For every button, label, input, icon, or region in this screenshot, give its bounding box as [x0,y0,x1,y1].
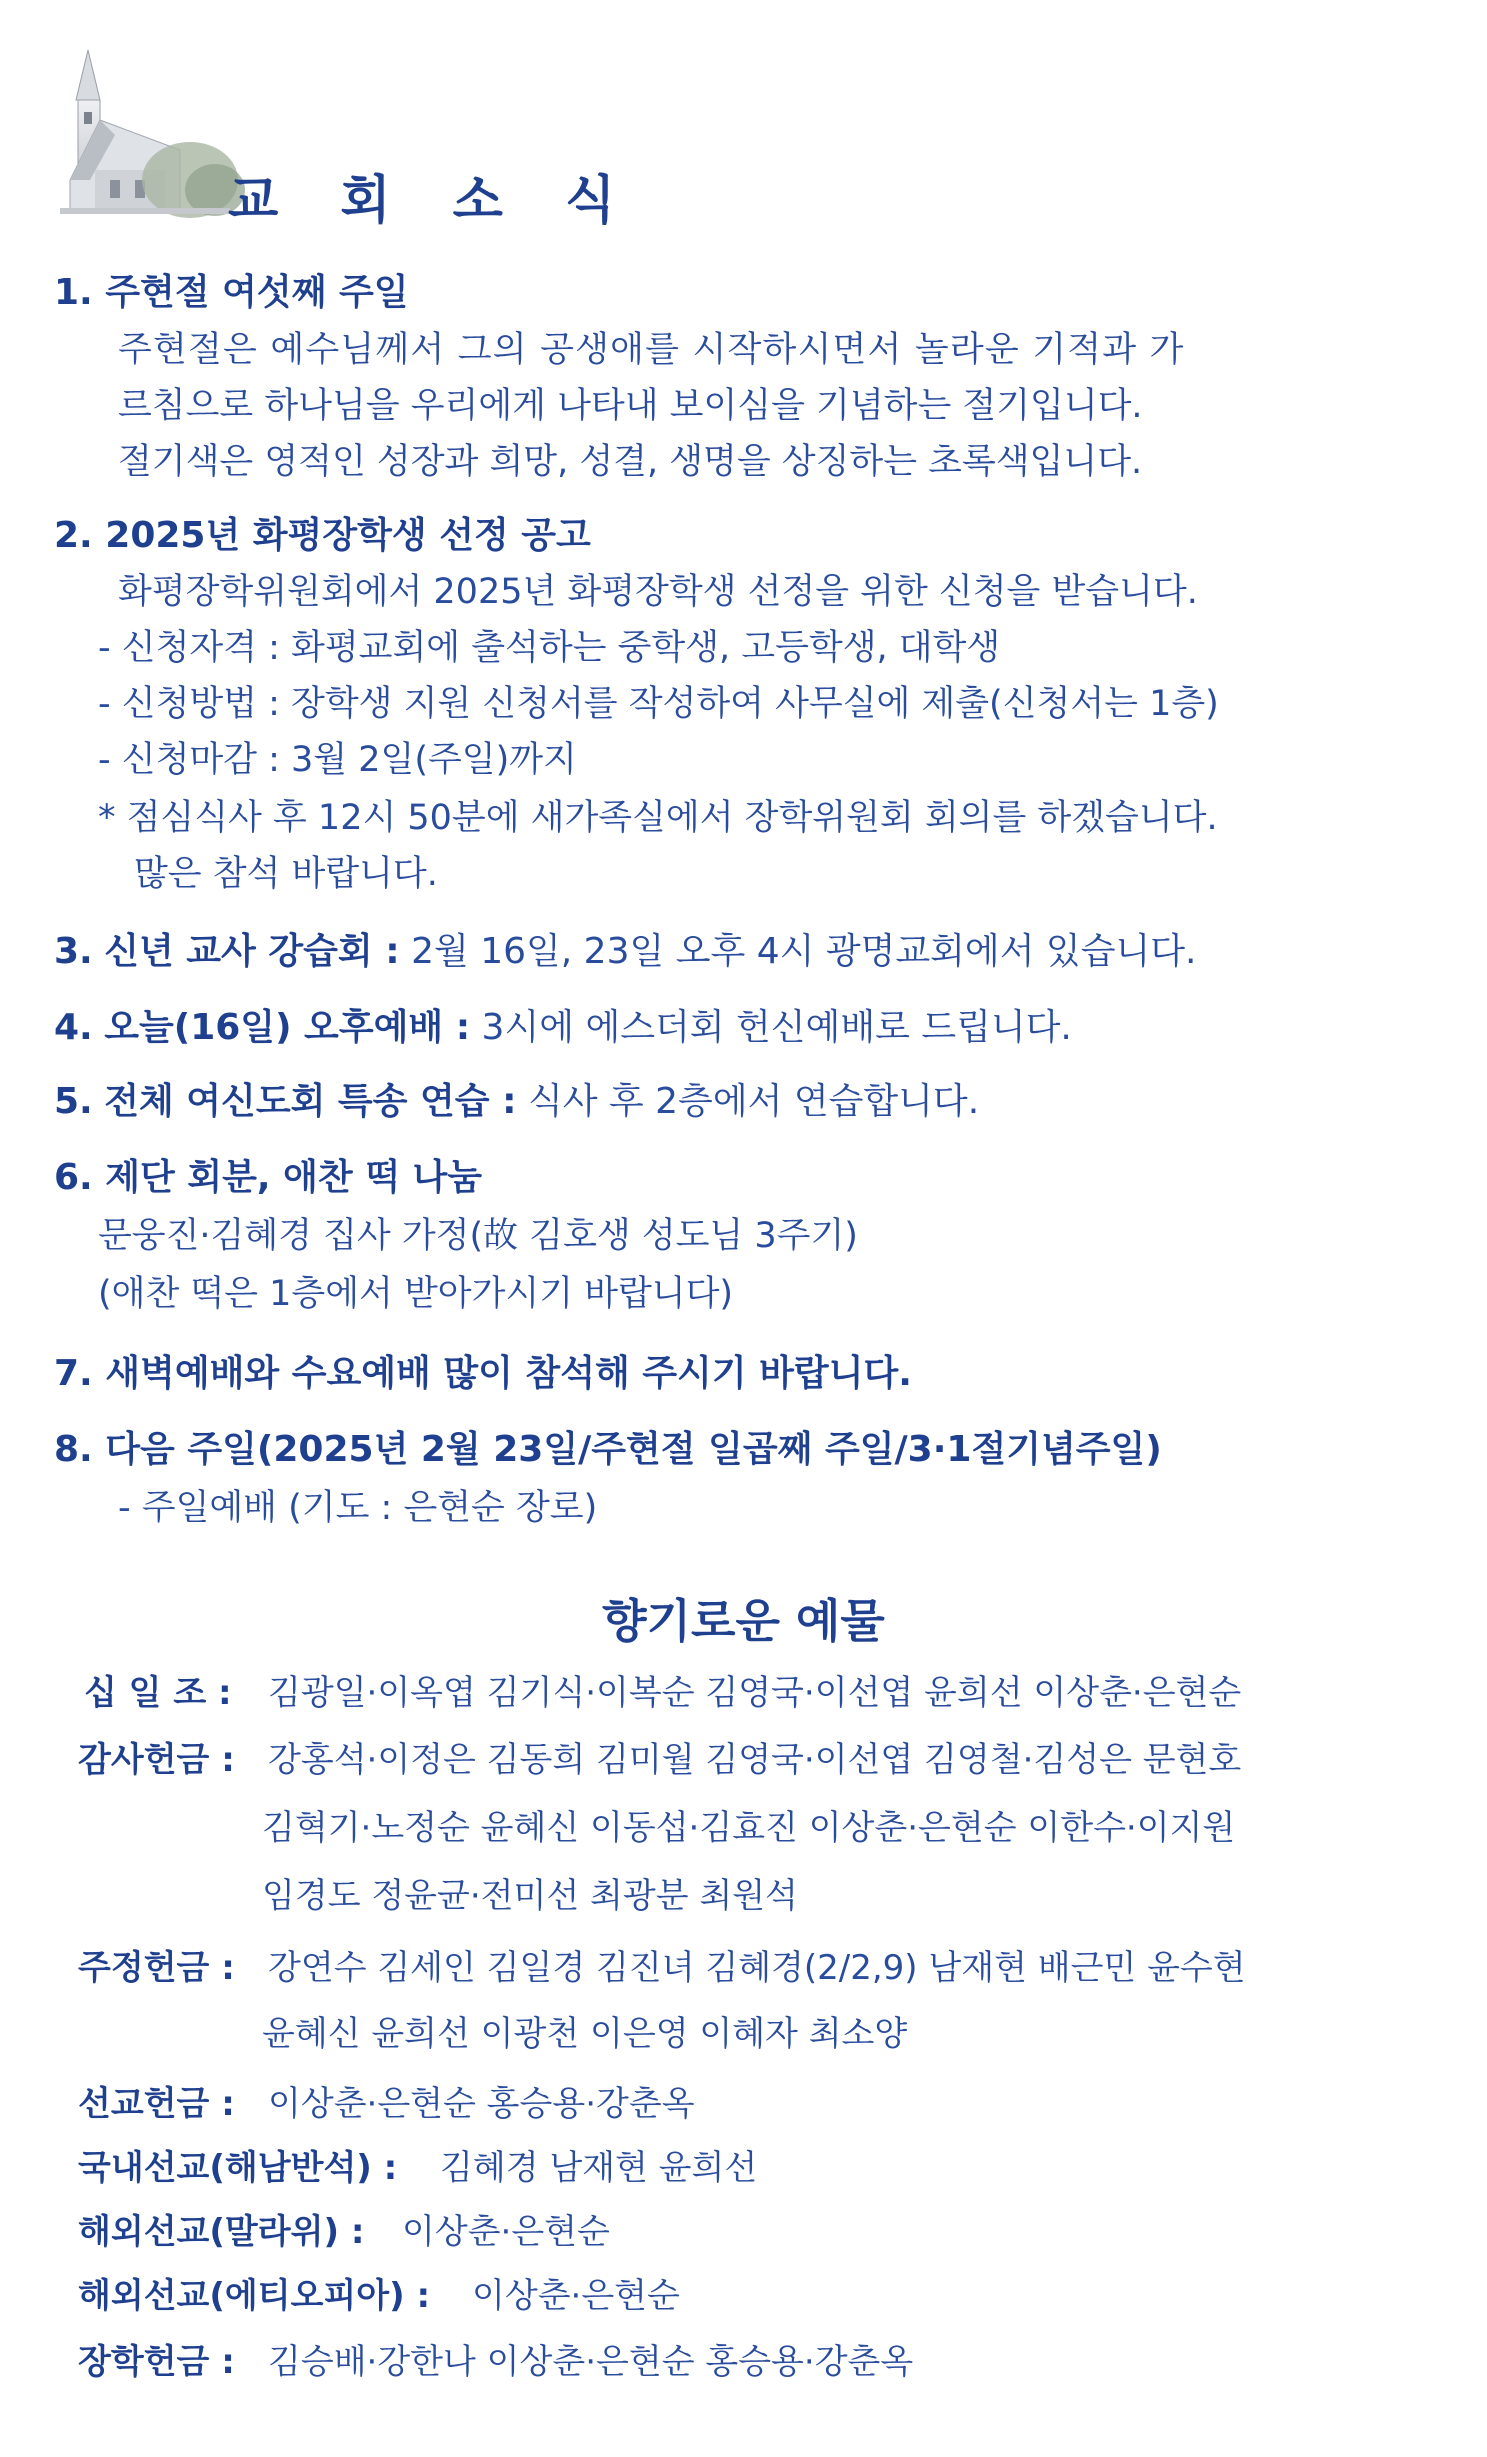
offering-names: 김승배·강한나 이상춘·은현순 홍승용·강춘옥 [268,2342,914,2382]
news-item-6-heading: 6. 제단 회분, 애찬 떡 나눔 [54,1157,483,1198]
news-item-5: 5. 전체 여신도회 특송 연습 : 식사 후 2층에서 연습합니다. [54,1081,980,1122]
news-item-2-line: * 점심식사 후 12시 50분에 새가족실에서 장학위원회 회의를 하겠습니다. [98,798,1218,838]
news-item-6-line: (애찬 떡은 1층에서 받아가시기 바랍니다) [98,1274,734,1314]
offering-label: 해외선교(에티오피아) : [78,2276,431,2316]
news-item-1-line: 르침으로 하나님을 우리에게 나타내 보이심을 기념하는 절기입니다. [118,386,1143,426]
news-item-2-line: - 신청방법 : 장학생 지원 신청서를 작성하여 사무실에 제출(신청서는 1층) [98,684,1219,724]
offerings-title: 향기로운 예물 [602,1594,885,1648]
news-item-8-heading: 8. 다음 주일(2025년 2월 23일/주현절 일곱째 주일/3·1절기념주일) [54,1429,1162,1470]
offering-names: 이상춘·은현순 [472,2276,680,2316]
offering-names: 이상춘·은현순 홍승용·강춘옥 [268,2084,695,2124]
offering-names: 임경도 정윤균·전미선 최광분 최원석 [262,1876,798,1916]
news-item-2-line: 화평장학위원회에서 2025년 화평장학생 선정을 위한 신청을 받습니다. [118,572,1198,612]
offering-names: 김광일·이옥엽 김기식·이복순 김영국·이선엽 윤희선 이상춘·은현순 [268,1673,1242,1713]
offering-names: 김혜경 남재현 윤희선 [440,2148,758,2188]
news-item-2-line: 많은 참석 바랍니다. [134,854,438,894]
offering-label: 감사헌금 : [78,1740,235,1780]
offering-names: 강홍석·이정은 김동희 김미월 김영국·이선엽 김영철·김성은 문현호 [268,1740,1242,1780]
news-item-3: 3. 신년 교사 강습회 : 2월 16일, 23일 오후 4시 광명교회에서 있습니다. [54,931,1197,972]
news-item-1-line: 절기색은 영적인 성장과 희망, 성결, 생명을 상징하는 초록색입니다. [118,442,1143,482]
offering-label: 선교헌금 : [78,2084,235,2124]
offering-names: 강연수 김세인 김일경 김진녀 김혜경(2/2,9) 남재현 배근민 윤수현 [268,1948,1246,1988]
offering-names: 김혁기·노정순 윤혜신 이동섭·김효진 이상춘·은현순 이한수·이지원 [262,1808,1236,1848]
news-item-2-heading: 2. 2025년 화평장학생 선정 공고 [54,515,591,556]
news-item-2-line: - 신청마감 : 3월 2일(주일)까지 [98,740,577,780]
offering-names: 이상춘·은현순 [402,2212,610,2252]
news-item-8-line: - 주일예배 (기도 : 은현순 장로) [118,1488,598,1528]
offering-label: 장학헌금 : [78,2342,235,2382]
offering-label: 국내선교(해남반석) : [78,2148,398,2188]
news-item-2-line: - 신청자격 : 화평교회에 출석하는 중학생, 고등학생, 대학생 [98,628,1001,668]
page-title: 교 회 소 식 [228,171,638,231]
offering-label: 해외선교(말라위) : [78,2212,365,2252]
offering-names: 윤혜신 윤희선 이광천 이은영 이혜자 최소양 [262,2014,908,2054]
news-item-4: 4. 오늘(16일) 오후예배 : 3시에 에스더회 헌신예배로 드립니다. [54,1007,1072,1048]
offering-label: 주정헌금 : [78,1948,235,1988]
news-item-6-line: 문웅진·김혜경 집사 가정(故 김호생 성도님 3주기) [98,1216,858,1256]
news-item-7: 7. 새벽예배와 수요예배 많이 참석해 주시기 바랍니다. [54,1353,912,1394]
news-item-1-line: 주현절은 예수님께서 그의 공생애를 시작하시면서 놀라운 기적과 가 [118,330,1185,370]
offering-label: 십 일 조 : [84,1673,232,1713]
news-item-1-heading: 1. 주현절 여섯째 주일 [54,272,409,313]
church-illustration [40,40,260,260]
